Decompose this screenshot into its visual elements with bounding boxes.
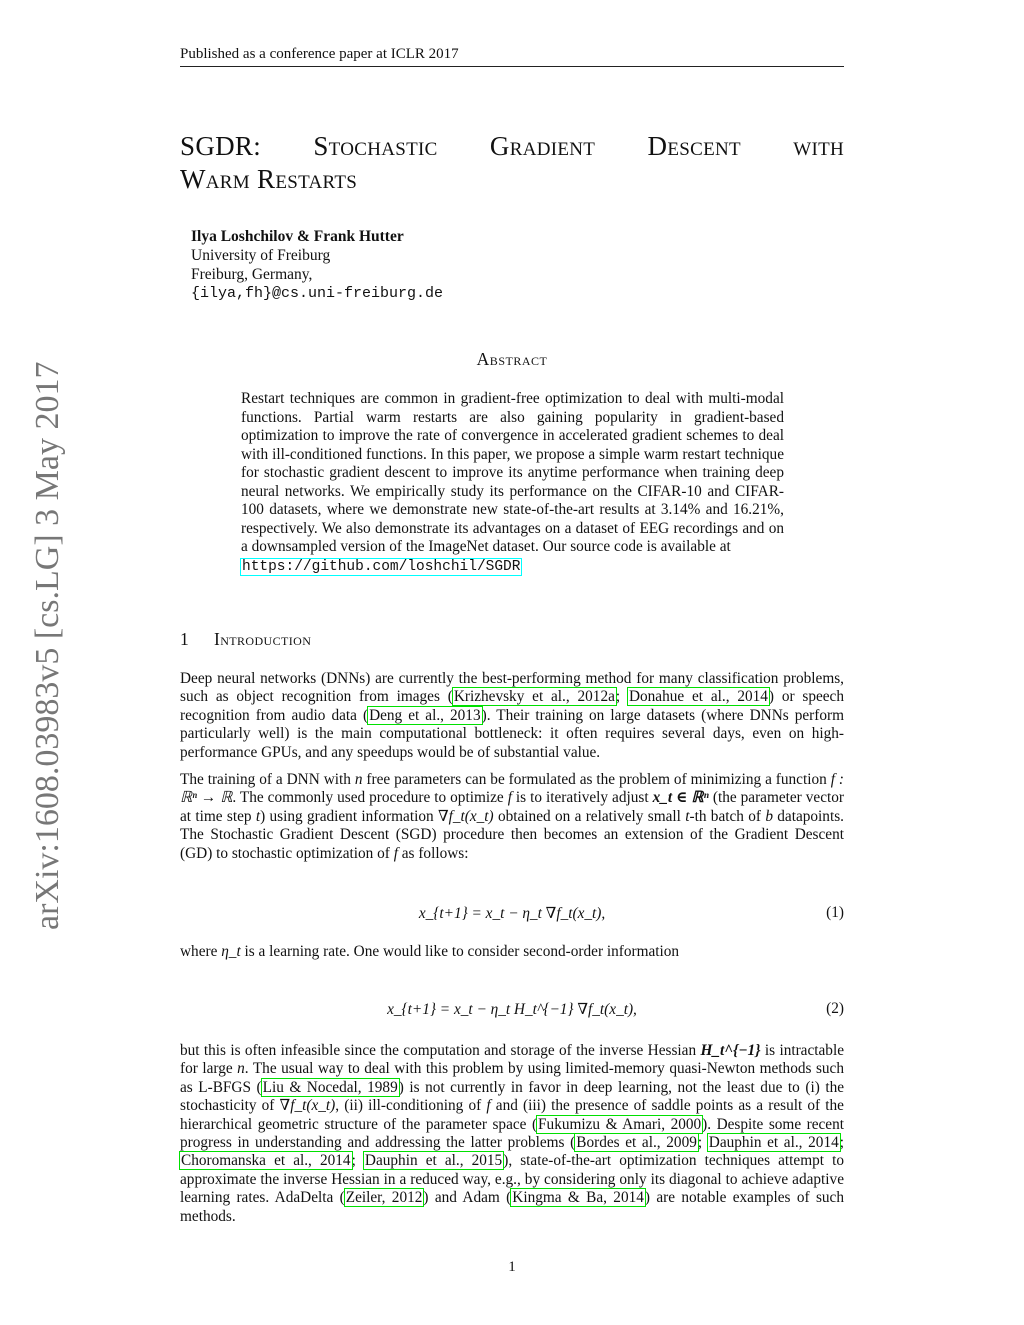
text-run: , (ii) ill-conditioning of [335, 1097, 487, 1115]
math-inverse-hessian: H_t^{−1} [700, 1042, 761, 1059]
citation-liu-nocedal[interactable]: Liu & Nocedal, 1989 [262, 1078, 398, 1096]
abstract-heading: Abstract [476, 349, 548, 369]
text-run: ; [697, 1134, 708, 1152]
text-run: The training of a DNN with [180, 771, 355, 789]
text-run: ) using gradient information [260, 807, 438, 825]
math-t: t [255, 807, 261, 825]
text-run: ) and Adam ( [423, 1189, 512, 1207]
math-xt: x_t ∈ ℝⁿ [652, 789, 709, 807]
equation-2-number: (2) [826, 1000, 844, 1017]
citation-krizhevsky[interactable]: Krizhevsky et al., 2012a [453, 688, 615, 706]
math-eta: η_t [221, 943, 241, 960]
intro-paragraph-4 [180, 1042, 844, 1235]
text-run: is to iteratively adjust [511, 789, 653, 807]
title-line-2: Warm Restarts [180, 164, 358, 194]
math-f: f [393, 844, 398, 862]
text-run: Deep neural networks (DNNs) are currently the best-performing method for many classification problems, such as object recognition from images ( [180, 670, 844, 706]
text-run: ). Despite some recent progress in understanding and addressing the latter problems ( [180, 1115, 844, 1152]
text-run: but this is often infeasible since the computation and storage of the inverse Hessian [180, 1042, 701, 1059]
citation-choromanska[interactable]: Choromanska et al., 2014 [181, 1152, 351, 1170]
citation-kingma-ba[interactable]: Kingma & Ba, 2014 [512, 1189, 644, 1207]
text-run: obtained on a relatively small [493, 807, 686, 825]
math-f: f [486, 1097, 491, 1115]
section-number: 1 [180, 629, 190, 649]
text-run: . The usual way to deal with this problem by using limited-memory quasi-Newton methods such as L-BFGS ( [180, 1060, 844, 1096]
author-location: Freiburg, Germany, [191, 266, 313, 283]
paragraph-1 [180, 670, 844, 762]
text-run: ; [839, 1134, 844, 1152]
citation-dauphin-2015[interactable]: Dauphin et al., 2015 [364, 1152, 503, 1170]
author-names: Ilya Loshchilov & Frank Hutter [191, 228, 404, 245]
running-header: Published as a conference paper at ICLR 2017 [180, 45, 844, 67]
arxiv-identifier: arXiv:1608.03983v5 [cs.LG] 3 May 2017 [29, 361, 66, 930]
citation-dauphin-2014[interactable]: Dauphin et al., 2014 [708, 1134, 839, 1152]
math-n: n [237, 1060, 245, 1078]
text-run: ; [351, 1152, 364, 1170]
page-number: 1 [508, 1259, 516, 1275]
text-run: ) are notable examples of such methods. [180, 1189, 844, 1225]
text-run: and (iii) the presence of saddle points as a result of the hierarchical geometric structure of the parameter space ( [180, 1097, 844, 1133]
section-heading [180, 629, 311, 650]
abstract-body [241, 390, 784, 576]
text-run: ) is not currently in favor in deep learning, not the least due to (i) the stochasticity of [180, 1078, 845, 1115]
paragraph-3 [180, 943, 844, 961]
paragraph-4 [180, 1042, 844, 1226]
math-gradient: ∇f_t(x_t) [437, 807, 494, 825]
math-t: t [685, 807, 690, 825]
equation-1-expression: x_{t+1} = x_t − η_t ∇f_t(x_t), [418, 905, 606, 922]
math-f: f [507, 789, 512, 807]
math-b: b [765, 807, 773, 825]
text-run: -th batch of [689, 807, 766, 825]
citation-deng[interactable]: Deng et al., 2013 [369, 706, 481, 724]
text-run: (the parameter vector at time step [180, 789, 844, 825]
author-affiliation: University of Freiburg [191, 247, 331, 264]
text-run: ) or speech recognition from audio data ( [180, 688, 844, 724]
citation-fukumizu[interactable]: Fukumizu & Amari, 2000 [538, 1115, 702, 1133]
text-run: . The commonly used procedure to optimize [232, 789, 508, 807]
citation-zeiler[interactable]: Zeiler, 2012 [345, 1189, 423, 1207]
text-run: ). Their training on large datasets (where DNNs perform particularly well) is the main computational bottleneck: it often requires several days, even on high-performance GPUs, and any speedups would be of substantial value. [180, 706, 844, 761]
text-run: where [180, 943, 222, 960]
math-function-domain: f : ℝⁿ → ℝ [180, 771, 844, 807]
citation-bordes[interactable]: Bordes et al., 2009 [576, 1134, 697, 1152]
text-run: datapoints. The Stochastic Gradient Descent (SGD) procedure then becomes an extension of the Gradient Descent (GD) to stochastic optimization of [180, 807, 844, 862]
intro-paragraph-3 [180, 943, 844, 970]
math-n: n [354, 771, 363, 789]
source-code-link[interactable]: https://github.com/loshchil/SGDR [242, 558, 521, 575]
text-run: is intractable for large [180, 1042, 844, 1078]
text-run: ; [615, 688, 628, 706]
equation-1-number: (1) [826, 904, 844, 921]
intro-paragraphs-1-2 [180, 670, 844, 872]
math-gradient: ∇f_t(x_t) [279, 1097, 336, 1115]
text-run: as follows: [397, 844, 469, 862]
author-email: {ilya,fh}@cs.uni-freiburg.de [191, 285, 444, 302]
paper-title [180, 130, 844, 196]
paragraph-2 [180, 771, 844, 863]
abstract-text: Restart techniques are common in gradient-free optimization to deal with multi-modal functions. Partial warm restarts are also gaining popularity in gradient-based optimization to improve the rate of convergence in accelerated gradient schemes to deal with ill-conditioned functions. In this paper, we propose a simple warm restart technique for stochastic gradient descent to improve its anytime performance when training deep neural networks. We empirically study its performance on the CIFAR-10 and CIFAR-100 datasets, where we demonstrate new state-of-the-art results at 3.14% and 16.21%, respectively. We also demonstrate its advantages on a dataset of EEG recordings and on a downsampled version of the ImageNet dataset. Our source code is available at [241, 390, 784, 555]
text-run: ), state-of-the-art optimization techniques attempt to approximate the inverse Hessian in a reduced way, e.g., by considering only its diagonal to achieve adaptive learning rates. AdaDelta ( [180, 1152, 844, 1207]
equation-2-expression: x_{t+1} = x_t − η_t H_t^{−1} ∇f_t(x_t), [387, 1001, 637, 1018]
text-run: free parameters can be formulated as the problem of minimizing a function [362, 771, 831, 789]
author-block [191, 227, 591, 303]
title-line-1: SGDR: Stochastic Gradient Descent with [180, 131, 844, 161]
section-title: Introduction [214, 629, 312, 649]
citation-donahue[interactable]: Donahue et al., 2014 [628, 688, 768, 706]
text-run: is a learning rate. One would like to consider second-order information [240, 943, 680, 960]
